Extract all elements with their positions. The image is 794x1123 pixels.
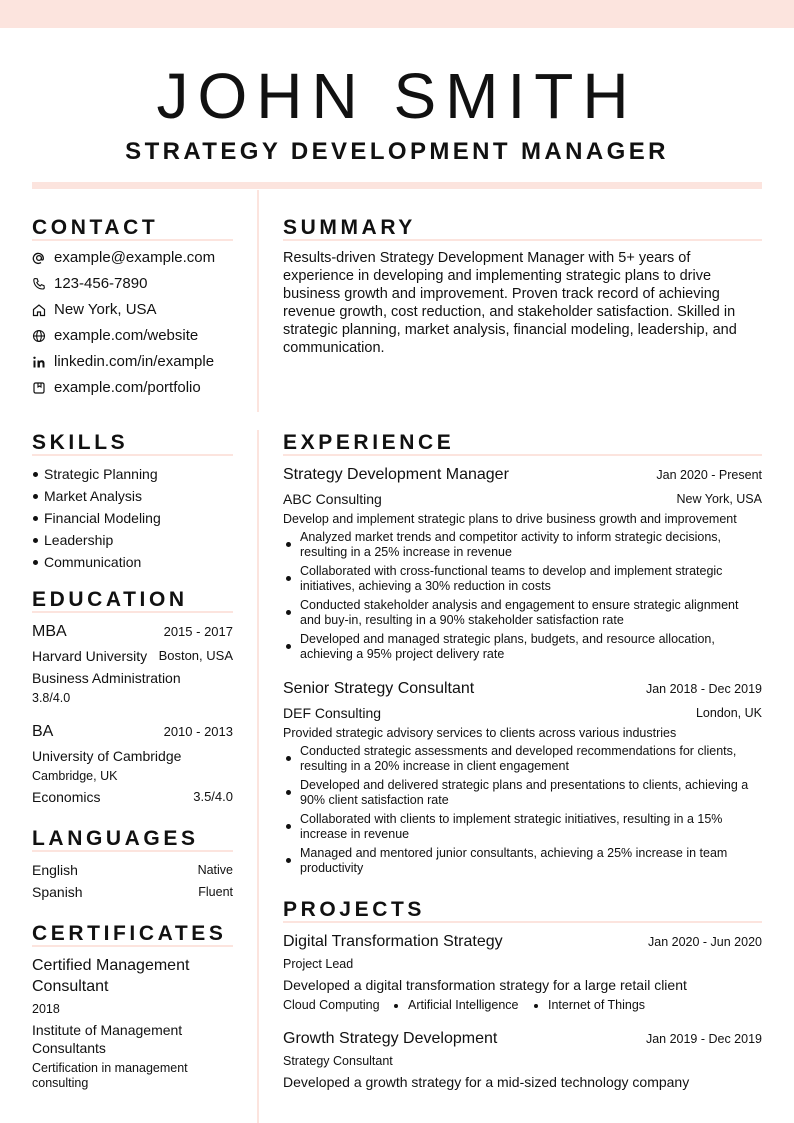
- languages-heading: LANGUAGES: [32, 827, 199, 850]
- contact-email[interactable]: example@example.com: [54, 249, 216, 266]
- bullet-dot: [286, 824, 291, 829]
- skills-heading: SKILLS: [32, 431, 129, 454]
- project-desc: Developed a growth strategy for a mid-sized technology company: [283, 1074, 690, 1090]
- job-bullet: Developed and delivered strategic plans and presentations to clients, achieving a 90% client satisfaction rate: [300, 778, 749, 807]
- contact-location: New York, USA: [54, 301, 157, 318]
- language-name: Spanish: [32, 884, 83, 900]
- job-bullet: Analyzed market trends and competitor activity to inform strategic decisions, resulting in a 25% increase in revenue: [300, 530, 722, 559]
- certificate-desc-line2: consulting: [32, 1076, 89, 1090]
- project-dates: Jan 2019 - Dec 2019: [645, 1032, 762, 1046]
- edu-dates: 2015 - 2017: [163, 624, 233, 639]
- certificate-desc-line1: Certification in management: [32, 1061, 188, 1075]
- edu-school: Harvard University: [32, 648, 148, 664]
- certificate-issuer-line2: Consultants: [32, 1040, 106, 1056]
- column-divider-bottom: [257, 430, 259, 1123]
- project-role: Project Lead: [283, 957, 354, 971]
- edu-location: Cambridge, UK: [32, 769, 118, 783]
- home-icon: [32, 303, 46, 317]
- job-bullet: Collaborated with cross-functional teams to develop and implement strategic initiatives, achieving a 30% reduction in costs: [300, 564, 723, 593]
- contact-heading: CONTACT: [32, 216, 159, 239]
- portfolio-icon: [32, 381, 46, 395]
- globe-icon: [32, 329, 46, 343]
- contact-linkedin[interactable]: linkedin.com/in/example: [54, 353, 215, 370]
- candidate-title: STRATEGY DEVELOPMENT MANAGER: [125, 138, 669, 165]
- bullet-dot: [286, 644, 291, 649]
- tag-separator-dot: [534, 1004, 538, 1008]
- summary-heading-rule: [283, 239, 762, 241]
- projects-heading-rule: [283, 921, 762, 923]
- languages-heading-rule: [32, 850, 233, 852]
- job-summary: Provided strategic advisory services to clients across various industries: [283, 726, 677, 740]
- edu-school: University of Cambridge: [32, 748, 182, 764]
- job-bullet: Conducted strategic assessments and developed recommendations for clients, resulting in a 20% increase in client engagement: [300, 744, 737, 773]
- edu-location: Boston, USA: [158, 648, 233, 663]
- contact-phone[interactable]: 123-456-7890: [54, 275, 148, 292]
- column-divider-top: [257, 190, 259, 412]
- bullet-dot: [33, 494, 38, 499]
- projects-heading: PROJECTS: [283, 898, 425, 921]
- language-level: Native: [197, 863, 233, 877]
- contact-portfolio[interactable]: example.com/portfolio: [54, 379, 201, 396]
- bullet-dot: [33, 560, 38, 565]
- certificate-name-line2: Consultant: [32, 978, 109, 995]
- summary-text: Results-driven Strategy Development Manager with 5+ years of experience in developing and implementing strategic plans to drive business growth and improvement. Proven track record of achieving revenue growth, cost reduction, and stakeholder satisfaction. Skilled in strategic planning, market analysis, financial modeling, leadership, and communication.: [283, 250, 737, 356]
- language-level: Fluent: [198, 885, 233, 899]
- edu-gpa: 3.5/4.0: [193, 789, 233, 804]
- job-dates: Jan 2020 - Present: [656, 468, 762, 482]
- project-dates: Jan 2020 - Jun 2020: [648, 935, 762, 949]
- project-title: Growth Strategy Development: [283, 1030, 498, 1047]
- job-bullet: Conducted stakeholder analysis and engagement to ensure strategic alignment and buy-in, resulting in a 90% stakeholder satisfaction rate: [300, 598, 739, 627]
- experience-heading: EXPERIENCE: [283, 431, 455, 454]
- header-divider: [32, 182, 762, 189]
- job-location: New York, USA: [676, 492, 762, 506]
- job-summary: Develop and implement strategic plans to drive business growth and improvement: [283, 512, 737, 526]
- candidate-name: JOHN SMITH: [156, 60, 638, 132]
- education-heading-rule: [32, 611, 233, 613]
- bullet-dot: [286, 610, 291, 615]
- skill-item: Strategic Planning: [44, 466, 158, 482]
- bullet-dot: [33, 538, 38, 543]
- experience-heading-rule: [283, 454, 762, 456]
- job-bullet: Collaborated with clients to implement strategic initiatives, resulting in a 15% increase in revenue: [300, 812, 723, 841]
- project-title: Digital Transformation Strategy: [283, 933, 503, 950]
- certificate-name-line1: Certified Management: [32, 957, 190, 974]
- project-tag: Internet of Things: [548, 998, 646, 1012]
- at-icon: [32, 251, 46, 265]
- contact-website[interactable]: example.com/website: [54, 327, 199, 344]
- skills-heading-rule: [32, 454, 233, 456]
- job-bullet: Developed and managed strategic plans, budgets, and resource allocation, achieving a 95% project delivery rate: [300, 632, 715, 661]
- contact-heading-rule: [32, 239, 233, 241]
- edu-degree: BA: [32, 723, 54, 740]
- skill-item: Leadership: [44, 532, 114, 548]
- bullet-dot: [33, 516, 38, 521]
- project-role: Strategy Consultant: [283, 1054, 393, 1068]
- job-title: Senior Strategy Consultant: [283, 680, 475, 697]
- edu-dates: 2010 - 2013: [163, 724, 233, 739]
- bullet-dot: [286, 542, 291, 547]
- skill-item: Market Analysis: [44, 488, 143, 504]
- job-location: London, UK: [695, 706, 762, 720]
- certificates-heading-rule: [32, 945, 233, 947]
- certificates-heading: CERTIFICATES: [32, 922, 227, 945]
- job-dates: Jan 2018 - Dec 2019: [645, 682, 762, 696]
- language-name: English: [32, 862, 78, 878]
- tag-separator-dot: [394, 1004, 398, 1008]
- edu-gpa: 3.8/4.0: [32, 691, 71, 705]
- bullet-dot: [286, 756, 291, 761]
- top-accent-band: [0, 0, 794, 28]
- job-company: ABC Consulting: [283, 491, 382, 507]
- certificate-issuer-line1: Institute of Management: [32, 1022, 183, 1038]
- job-bullet: Managed and mentored junior consultants, achieving a 25% increase in team productivity: [300, 846, 728, 875]
- bullet-dot: [33, 472, 38, 477]
- job-company: DEF Consulting: [283, 705, 382, 721]
- linkedin-icon: [32, 355, 46, 369]
- edu-field: Business Administration: [32, 670, 181, 686]
- project-desc: Developed a digital transformation strategy for a large retail client: [283, 977, 687, 993]
- edu-field: Economics: [32, 789, 101, 805]
- bullet-dot: [286, 858, 291, 863]
- bullet-dot: [286, 576, 291, 581]
- project-tag: Cloud Computing: [283, 998, 380, 1012]
- phone-icon: [32, 277, 46, 291]
- education-heading: EDUCATION: [32, 588, 188, 611]
- skill-item: Financial Modeling: [44, 510, 161, 526]
- summary-heading: SUMMARY: [283, 216, 416, 239]
- job-title: Strategy Development Manager: [283, 466, 509, 483]
- certificate-year: 2018: [32, 1002, 60, 1016]
- skill-item: Communication: [44, 554, 142, 570]
- bullet-dot: [286, 790, 291, 795]
- project-tag: Artificial Intelligence: [408, 998, 519, 1012]
- edu-degree: MBA: [32, 623, 67, 640]
